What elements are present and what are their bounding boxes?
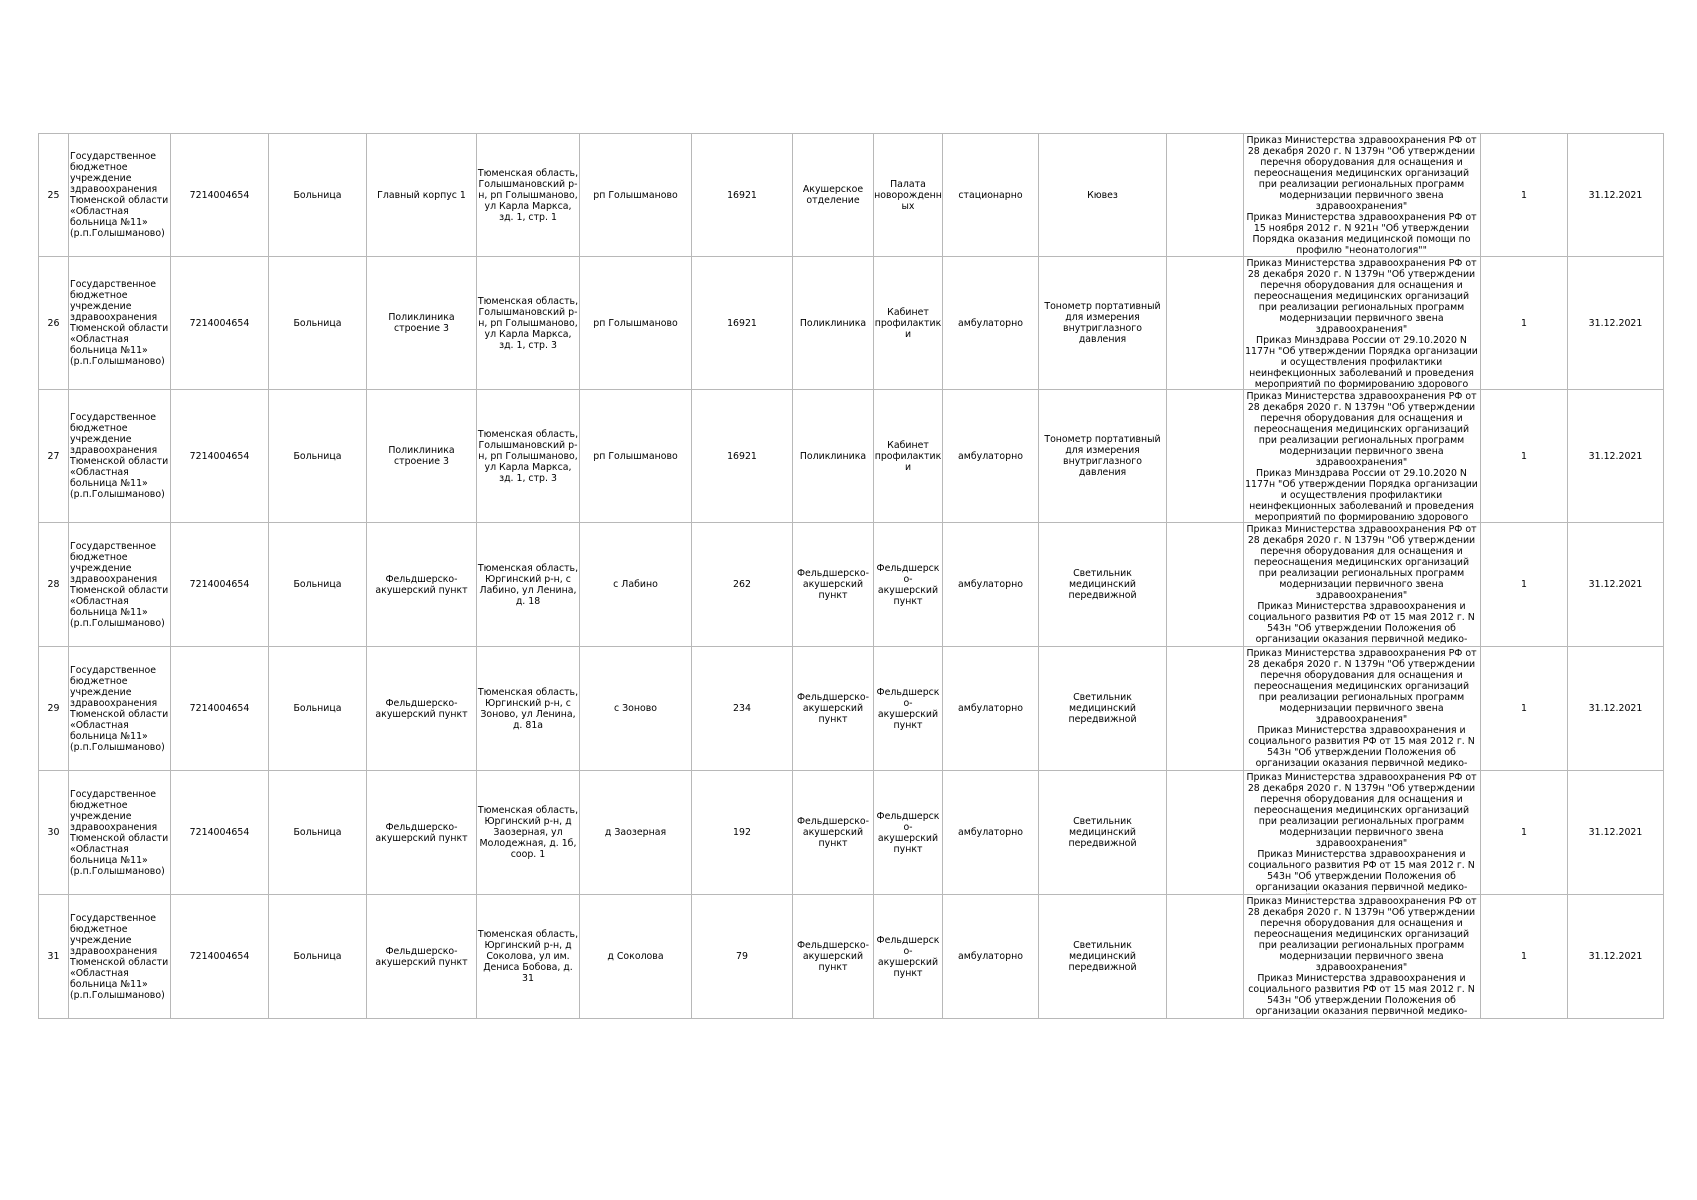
orders-text: Приказ Министерства здравоохранения РФ от 28 декабря 2020 г. N 1379н "Об утверждении перечня оборудования для оснащения и переоснащения медицинских организаций при реализации региональных программ модернизации первичного звена здравоохранения" Приказ Министерства здравоохранения и социального развития РФ от 15 мая 2012 г. N 543н "Об утверждении Положения об организации оказания первичной медико- — [1246, 896, 1477, 1017]
date-cell: 31.12.2021 — [1568, 134, 1664, 257]
orders-text: Приказ Министерства здравоохранения РФ от 28 декабря 2020 г. N 1379н "Об утверждении перечня оборудования для оснащения и переоснащения медицинских организаций при реализации региональных программ модернизации первичного звена здравоохранения" Приказ Министерства здравоохранения и социального развития РФ от 15 мая 2012 г. N 543н "Об утверждении Положения об организации оказания первичной медико- — [1246, 772, 1477, 893]
inn-cell: 7214004654 — [171, 390, 269, 523]
department-cell: Фельдшерско-акушерский пункт — [793, 647, 874, 771]
row-number: 25 — [39, 134, 69, 257]
quantity-cell: 1 — [1481, 647, 1568, 771]
population-cell: 16921 — [692, 257, 793, 390]
locality-cell: рп Голышманово — [580, 134, 692, 257]
building-name: Фельдшерско-акушерский пункт — [367, 895, 477, 1019]
row-number: 27 — [39, 390, 69, 523]
row-number: 31 — [39, 895, 69, 1019]
orders-text: Приказ Министерства здравоохранения РФ от 28 декабря 2020 г. N 1379н "Об утверждении перечня оборудования для оснащения и переоснащения медицинских организаций при реализации региональных программ модернизации первичного звена здравоохранения" Приказ Министерства здравоохранения и социального развития РФ от 15 мая 2012 г. N 543н "Об утверждении Положения об организации оказания первичной медико- — [1246, 648, 1477, 769]
equipment-cell: Светильник медицинский передвижной — [1039, 895, 1167, 1019]
quantity-cell: 1 — [1481, 895, 1568, 1019]
organization-name: Государственное бюджетное учреждение здравоохранения Тюменской области «Областная больница №11» (р.п.Голышманово) — [69, 771, 171, 895]
population-cell: 192 — [692, 771, 793, 895]
table-row — [39, 390, 1664, 523]
building-name: Поликлиника строение 3 — [367, 257, 477, 390]
table-row — [39, 134, 1664, 257]
population-cell: 16921 — [692, 390, 793, 523]
facility-type: Больница — [269, 390, 367, 523]
department-cell: Поликлиника — [793, 257, 874, 390]
organization-name: Государственное бюджетное учреждение здравоохранения Тюменской области «Областная больница №11» (р.п.Голышманово) — [69, 134, 171, 257]
quantity-cell: 1 — [1481, 523, 1568, 647]
department-cell: Акушерское отделение — [793, 134, 874, 257]
equipment-cell: Тонометр портативный для измерения внутриглазного давления — [1039, 257, 1167, 390]
empty-cell — [1167, 771, 1244, 895]
equipment-table — [38, 133, 1664, 1019]
building-name: Фельдшерско-акушерский пункт — [367, 523, 477, 647]
empty-cell — [1167, 523, 1244, 647]
inn-cell: 7214004654 — [171, 895, 269, 1019]
address-cell: Тюменская область, Голышмановский р-н, рп Голышманово, ул Карла Маркса, зд. 1, стр. 1 — [477, 134, 580, 257]
facility-type: Больница — [269, 523, 367, 647]
building-name: Поликлиника строение 3 — [367, 390, 477, 523]
date-cell: 31.12.2021 — [1568, 895, 1664, 1019]
population-cell: 234 — [692, 647, 793, 771]
equipment-cell: Светильник медицинский передвижной — [1039, 771, 1167, 895]
date-cell: 31.12.2021 — [1568, 523, 1664, 647]
empty-cell — [1167, 647, 1244, 771]
room-cell: Фельдшерско-акушерский пункт — [874, 895, 943, 1019]
empty-cell — [1167, 390, 1244, 523]
date-cell: 31.12.2021 — [1568, 390, 1664, 523]
care-type-cell: амбулаторно — [943, 895, 1039, 1019]
orders-cell — [1244, 523, 1481, 647]
table-row — [39, 647, 1664, 771]
address-cell: Тюменская область, Юргинский р-н, с Лабино, ул Ленина, д. 18 — [477, 523, 580, 647]
room-cell: Фельдшерско-акушерский пункт — [874, 647, 943, 771]
organization-name: Государственное бюджетное учреждение здравоохранения Тюменской области «Областная больница №11» (р.п.Голышманово) — [69, 257, 171, 390]
table-row — [39, 895, 1664, 1019]
population-cell: 79 — [692, 895, 793, 1019]
organization-name: Государственное бюджетное учреждение здравоохранения Тюменской области «Областная больница №11» (р.п.Голышманово) — [69, 647, 171, 771]
date-cell: 31.12.2021 — [1568, 257, 1664, 390]
orders-cell — [1244, 134, 1481, 257]
orders-text: Приказ Министерства здравоохранения РФ от 28 декабря 2020 г. N 1379н "Об утверждении перечня оборудования для оснащения и переоснащения медицинских организаций при реализации региональных программ модернизации первичного звена здравоохранения" Приказ Минздрава России от 29.10.2020 N 1177н "Об утверждении Порядка организации и осуществления профилактики неинфекционных заболеваний и проведения мероприятий по формированию здорового — [1245, 391, 1478, 522]
population-cell: 16921 — [692, 134, 793, 257]
row-number: 30 — [39, 771, 69, 895]
orders-text: Приказ Министерства здравоохранения РФ от 28 декабря 2020 г. N 1379н "Об утверждении перечня оборудования для оснащения и переоснащения медицинских организаций при реализации региональных программ модернизации первичного звена здравоохранения" Приказ Минздрава России от 29.10.2020 N 1177н "Об утверждении Порядка организации и осуществления профилактики неинфекционных заболеваний и проведения мероприятий по формированию здорового — [1245, 258, 1478, 389]
locality-cell: д Соколова — [580, 895, 692, 1019]
room-cell: Фельдшерско-акушерский пункт — [874, 771, 943, 895]
care-type-cell: амбулаторно — [943, 523, 1039, 647]
room-cell: Кабинет профилактики — [874, 257, 943, 390]
care-type-cell: амбулаторно — [943, 257, 1039, 390]
orders-text: Приказ Министерства здравоохранения РФ от 28 декабря 2020 г. N 1379н "Об утверждении перечня оборудования для оснащения и переоснащения медицинских организаций при реализации региональных программ модернизации первичного звена здравоохранения" Приказ Министерства здравоохранения и социального развития РФ от 15 мая 2012 г. N 543н "Об утверждении Положения об организации оказания первичной медико- — [1246, 524, 1477, 645]
address-cell: Тюменская область, Юргинский р-н, д Соколова, ул им. Дениса Бобова, д. 31 — [477, 895, 580, 1019]
date-cell: 31.12.2021 — [1568, 771, 1664, 895]
address-cell: Тюменская область, Юргинский р-н, д Заозерная, ул Молодежная, д. 1б, соор. 1 — [477, 771, 580, 895]
facility-type: Больница — [269, 647, 367, 771]
orders-cell — [1244, 895, 1481, 1019]
facility-type: Больница — [269, 895, 367, 1019]
inn-cell: 7214004654 — [171, 771, 269, 895]
care-type-cell: амбулаторно — [943, 647, 1039, 771]
orders-cell — [1244, 647, 1481, 771]
address-cell: Тюменская область, Голышмановский р-н, рп Голышманово, ул Карла Маркса, зд. 1, стр. 3 — [477, 390, 580, 523]
quantity-cell: 1 — [1481, 257, 1568, 390]
row-number: 28 — [39, 523, 69, 647]
date-cell: 31.12.2021 — [1568, 647, 1664, 771]
address-cell: Тюменская область, Юргинский р-н, с Зоново, ул Ленина, д. 81а — [477, 647, 580, 771]
care-type-cell: стационарно — [943, 134, 1039, 257]
department-cell: Фельдшерско-акушерский пункт — [793, 895, 874, 1019]
locality-cell: д Заозерная — [580, 771, 692, 895]
quantity-cell: 1 — [1481, 134, 1568, 257]
empty-cell — [1167, 134, 1244, 257]
address-cell: Тюменская область, Голышмановский р-н, рп Голышманово, ул Карла Маркса, зд. 1, стр. 3 — [477, 257, 580, 390]
organization-name: Государственное бюджетное учреждение здравоохранения Тюменской области «Областная больница №11» (р.п.Голышманово) — [69, 895, 171, 1019]
building-name: Фельдшерско-акушерский пункт — [367, 647, 477, 771]
room-cell: Кабинет профилактики — [874, 390, 943, 523]
building-name: Главный корпус 1 — [367, 134, 477, 257]
organization-name: Государственное бюджетное учреждение здравоохранения Тюменской области «Областная больница №11» (р.п.Голышманово) — [69, 523, 171, 647]
building-name: Фельдшерско-акушерский пункт — [367, 771, 477, 895]
care-type-cell: амбулаторно — [943, 390, 1039, 523]
locality-cell: с Лабино — [580, 523, 692, 647]
inn-cell: 7214004654 — [171, 523, 269, 647]
equipment-cell: Светильник медицинский передвижной — [1039, 523, 1167, 647]
row-number: 26 — [39, 257, 69, 390]
orders-cell — [1244, 257, 1481, 390]
locality-cell: с Зоново — [580, 647, 692, 771]
facility-type: Больница — [269, 134, 367, 257]
orders-cell — [1244, 390, 1481, 523]
department-cell: Поликлиника — [793, 390, 874, 523]
facility-type: Больница — [269, 771, 367, 895]
equipment-cell: Кювез — [1039, 134, 1167, 257]
care-type-cell: амбулаторно — [943, 771, 1039, 895]
empty-cell — [1167, 257, 1244, 390]
quantity-cell: 1 — [1481, 390, 1568, 523]
department-cell: Фельдшерско-акушерский пункт — [793, 523, 874, 647]
orders-text: Приказ Министерства здравоохранения РФ от 28 декабря 2020 г. N 1379н "Об утверждении перечня оборудования для оснащения и переоснащения медицинских организаций при реализации региональных программ модернизации первичного звена здравоохранения" Приказ Министерства здравоохранения РФ от 15 ноября 2012 г. N 921н "Об утверждении Порядка оказания медицинской помощи по профилю "неонатология"" — [1246, 135, 1477, 256]
inn-cell: 7214004654 — [171, 257, 269, 390]
row-number: 29 — [39, 647, 69, 771]
population-cell: 262 — [692, 523, 793, 647]
room-cell: Фельдшерско-акушерский пункт — [874, 523, 943, 647]
orders-cell — [1244, 771, 1481, 895]
organization-name: Государственное бюджетное учреждение здравоохранения Тюменской области «Областная больница №11» (р.п.Голышманово) — [69, 390, 171, 523]
facility-type: Больница — [269, 257, 367, 390]
department-cell: Фельдшерско-акушерский пункт — [793, 771, 874, 895]
room-cell: Палата новорожденных — [874, 134, 943, 257]
locality-cell: рп Голышманово — [580, 257, 692, 390]
table-row — [39, 771, 1664, 895]
locality-cell: рп Голышманово — [580, 390, 692, 523]
table-row — [39, 257, 1664, 390]
quantity-cell: 1 — [1481, 771, 1568, 895]
equipment-cell: Тонометр портативный для измерения внутриглазного давления — [1039, 390, 1167, 523]
table-row — [39, 523, 1664, 647]
empty-cell — [1167, 895, 1244, 1019]
equipment-cell: Светильник медицинский передвижной — [1039, 647, 1167, 771]
inn-cell: 7214004654 — [171, 647, 269, 771]
inn-cell: 7214004654 — [171, 134, 269, 257]
